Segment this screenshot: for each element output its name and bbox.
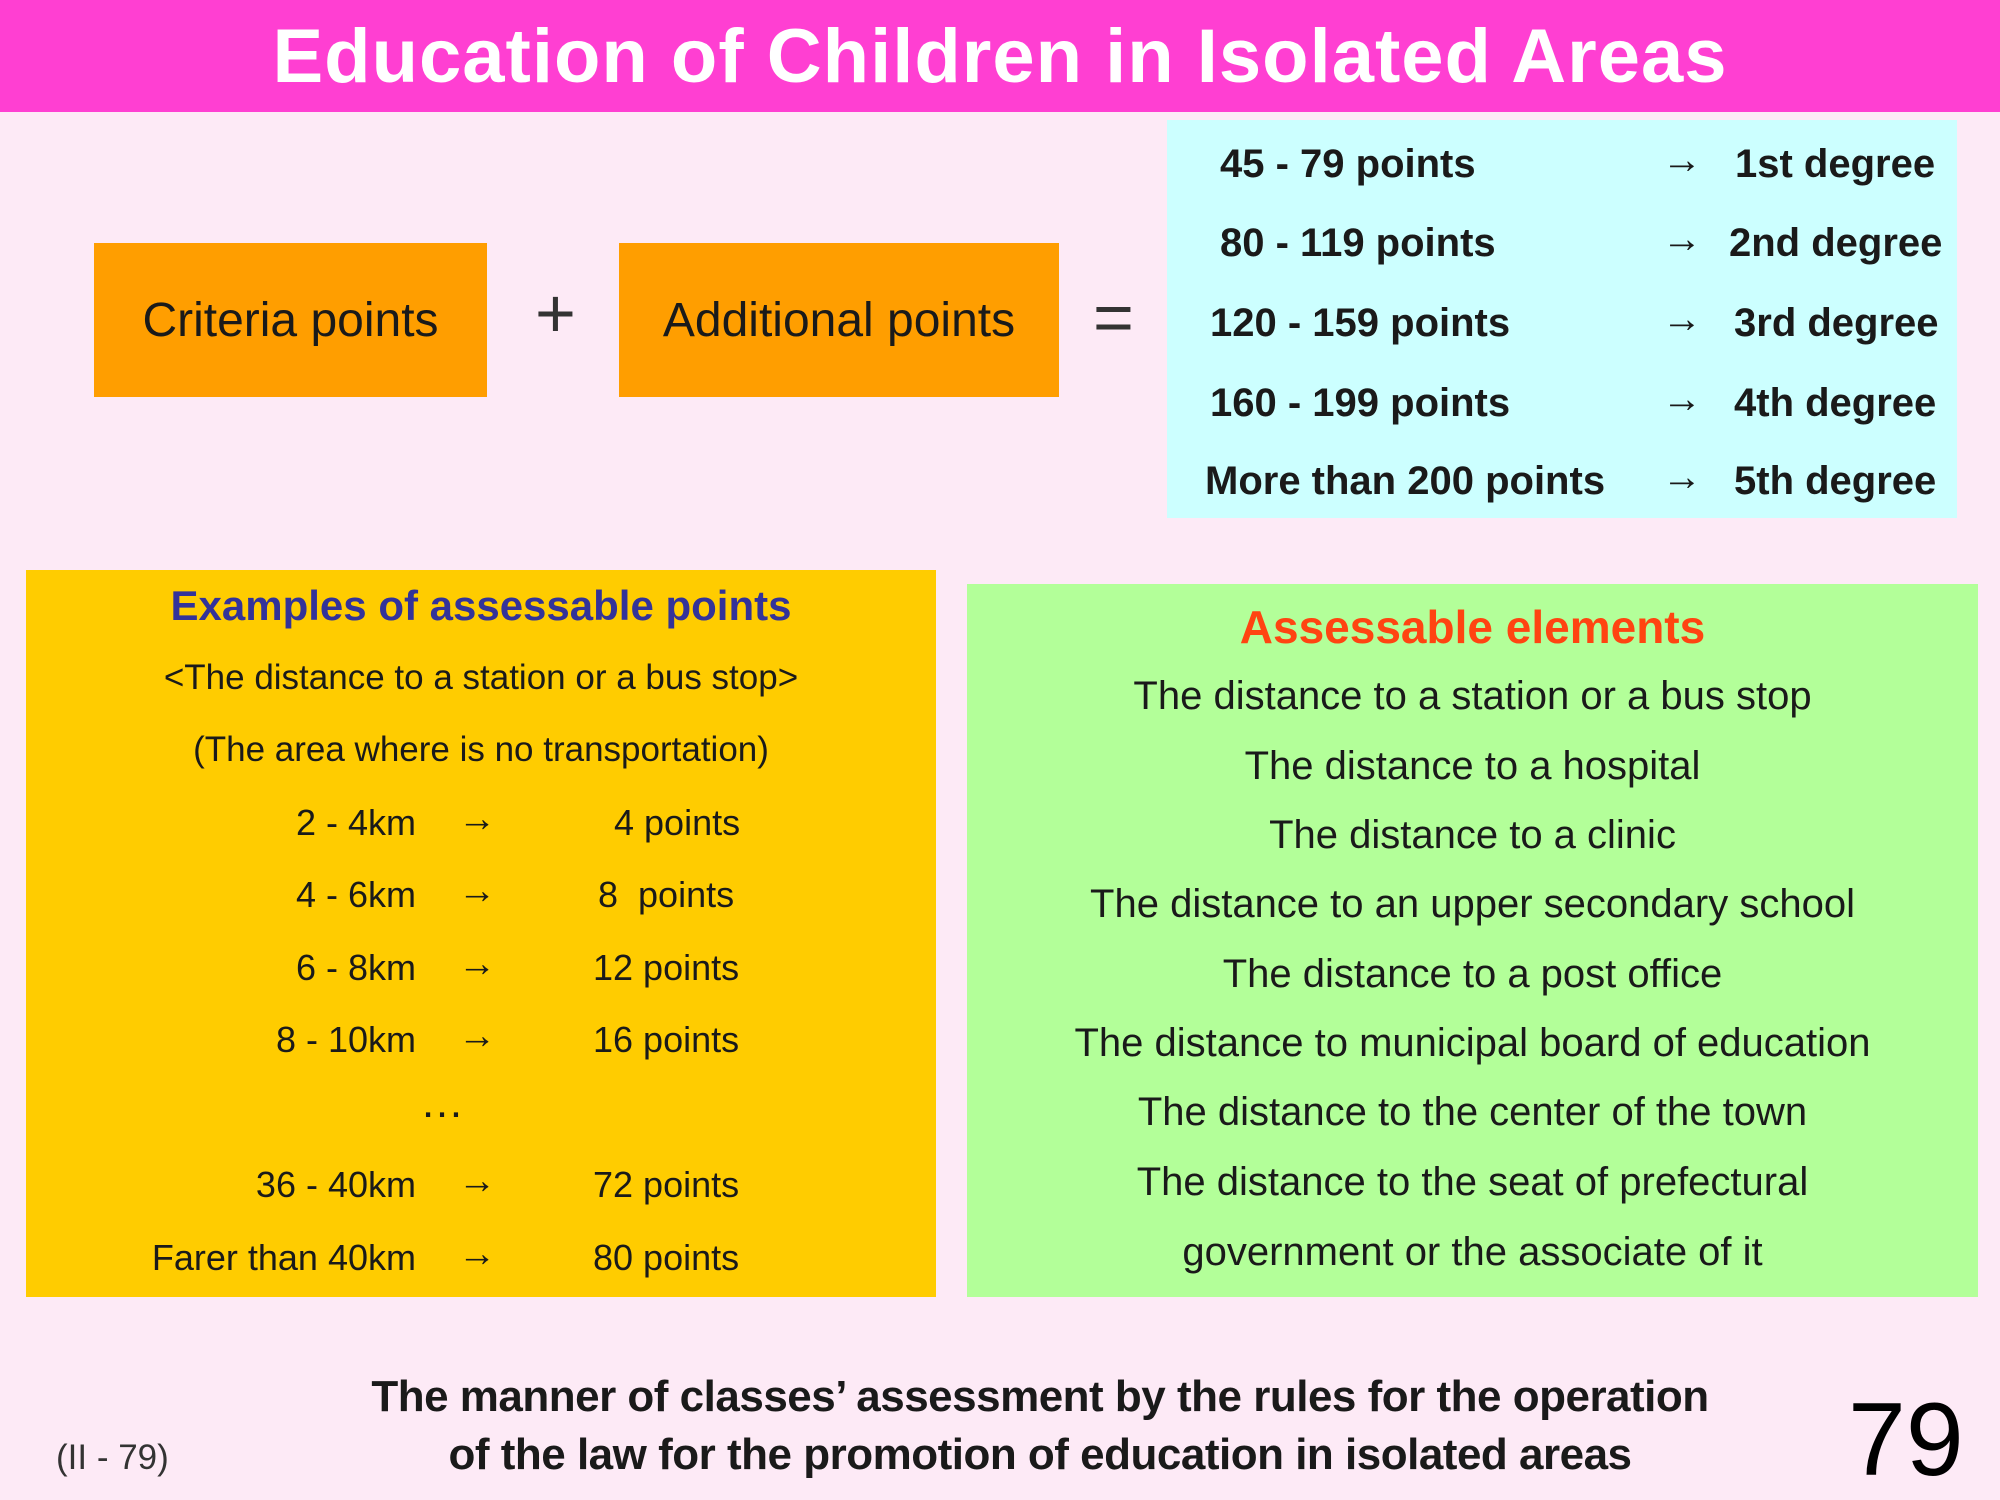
- degree-range: 45 - 79 points: [1220, 142, 1476, 186]
- right-arrow-icon: →: [458, 943, 496, 985]
- example-row: [26, 796, 936, 846]
- criteria-points-box: [94, 243, 487, 397]
- example-distance: 2 - 4km: [295, 802, 416, 843]
- equals-sign: =: [1093, 278, 1134, 356]
- degree-row: [1167, 134, 1957, 194]
- example-row: [26, 1013, 936, 1063]
- degree-level: 2nd degree: [1729, 221, 1943, 265]
- degree-range: 120 - 159 points: [1210, 301, 1511, 345]
- right-arrow-icon: →: [1662, 217, 1702, 261]
- plus-sign: +: [535, 274, 576, 352]
- degree-level: 4th degree: [1734, 381, 1937, 425]
- example-distance: 8 - 10km: [275, 1019, 416, 1060]
- ellipsis: …: [420, 1078, 470, 1127]
- element-item: The distance to an upper secondary school: [1090, 882, 1855, 926]
- element-item: The distance to a station or a bus stop: [1133, 674, 1812, 718]
- degree-range: More than 200 points: [1205, 459, 1606, 503]
- right-arrow-icon: →: [1662, 377, 1702, 421]
- degree-level: 5th degree: [1734, 459, 1937, 503]
- example-points: 8 points: [598, 874, 735, 915]
- right-arrow-icon: →: [1662, 138, 1702, 182]
- right-arrow-icon: →: [458, 1015, 496, 1057]
- example-row: [26, 1231, 936, 1281]
- example-row: [26, 1158, 936, 1208]
- example-distance: Farer than 40km: [151, 1237, 416, 1278]
- right-arrow-icon: →: [1662, 455, 1702, 499]
- degree-row: [1167, 213, 1957, 273]
- degree-range: 160 - 199 points: [1210, 381, 1511, 425]
- element-item: The distance to a hospital: [1244, 744, 1701, 788]
- degree-table: [1167, 120, 1957, 518]
- right-arrow-icon: →: [458, 1160, 496, 1202]
- right-arrow-icon: →: [458, 870, 496, 912]
- example-row: [26, 941, 936, 991]
- right-arrow-icon: →: [1662, 297, 1702, 341]
- degree-level: 3rd degree: [1734, 301, 1939, 345]
- element-item: government or the associate of it: [1182, 1230, 1763, 1274]
- elements-title: Assessable elements: [1239, 601, 1706, 653]
- element-item: The distance to a clinic: [1269, 813, 1676, 857]
- example-row: [26, 868, 936, 918]
- caption: [300, 1368, 1780, 1484]
- criteria-points-label: Criteria points: [142, 293, 439, 347]
- right-arrow-icon: →: [458, 1233, 496, 1275]
- element-item: The distance to the center of the town: [1137, 1090, 1808, 1134]
- page-title: Education of Children in Isolated Areas: [272, 13, 1728, 99]
- degree-range: 80 - 119 points: [1220, 221, 1496, 265]
- reference-code: (II - 79): [56, 1438, 169, 1477]
- example-distance: 4 - 6km: [295, 874, 416, 915]
- degree-row: [1167, 293, 1957, 353]
- degree-row: [1167, 451, 1957, 511]
- example-distance: 36 - 40km: [255, 1164, 416, 1205]
- additional-points-box: [619, 243, 1059, 397]
- example-distance: 6 - 8km: [295, 947, 416, 988]
- element-item: The distance to municipal board of education: [1074, 1021, 1871, 1065]
- example-points: 16 points: [593, 1019, 740, 1060]
- element-item: The distance to a post office: [1222, 952, 1723, 996]
- title-bar: [0, 0, 2000, 112]
- examples-panel: [26, 570, 936, 1297]
- example-points: 12 points: [593, 947, 740, 988]
- example-points: 4 points: [614, 802, 741, 843]
- additional-points-label: Additional points: [662, 293, 1016, 347]
- examples-note: (The area where is no transportation): [193, 730, 769, 769]
- example-points: 72 points: [593, 1164, 740, 1205]
- right-arrow-icon: →: [458, 798, 496, 840]
- elements-panel: [967, 584, 1978, 1297]
- degree-row: [1167, 373, 1957, 433]
- examples-title: Examples of assessable points: [170, 582, 792, 629]
- example-points: 80 points: [593, 1237, 740, 1278]
- degree-level: 1st degree: [1735, 142, 1936, 186]
- caption-line-1: The manner of classes’ assessment by the rules for the operation: [371, 1372, 1709, 1421]
- examples-subtitle: <The distance to a station or a bus stop>: [163, 658, 799, 697]
- page-number: 79: [1848, 1382, 1964, 1498]
- element-item: The distance to the seat of prefectural: [1136, 1160, 1809, 1204]
- caption-line-2: of the law for the promotion of education in isolated areas: [448, 1430, 1632, 1479]
